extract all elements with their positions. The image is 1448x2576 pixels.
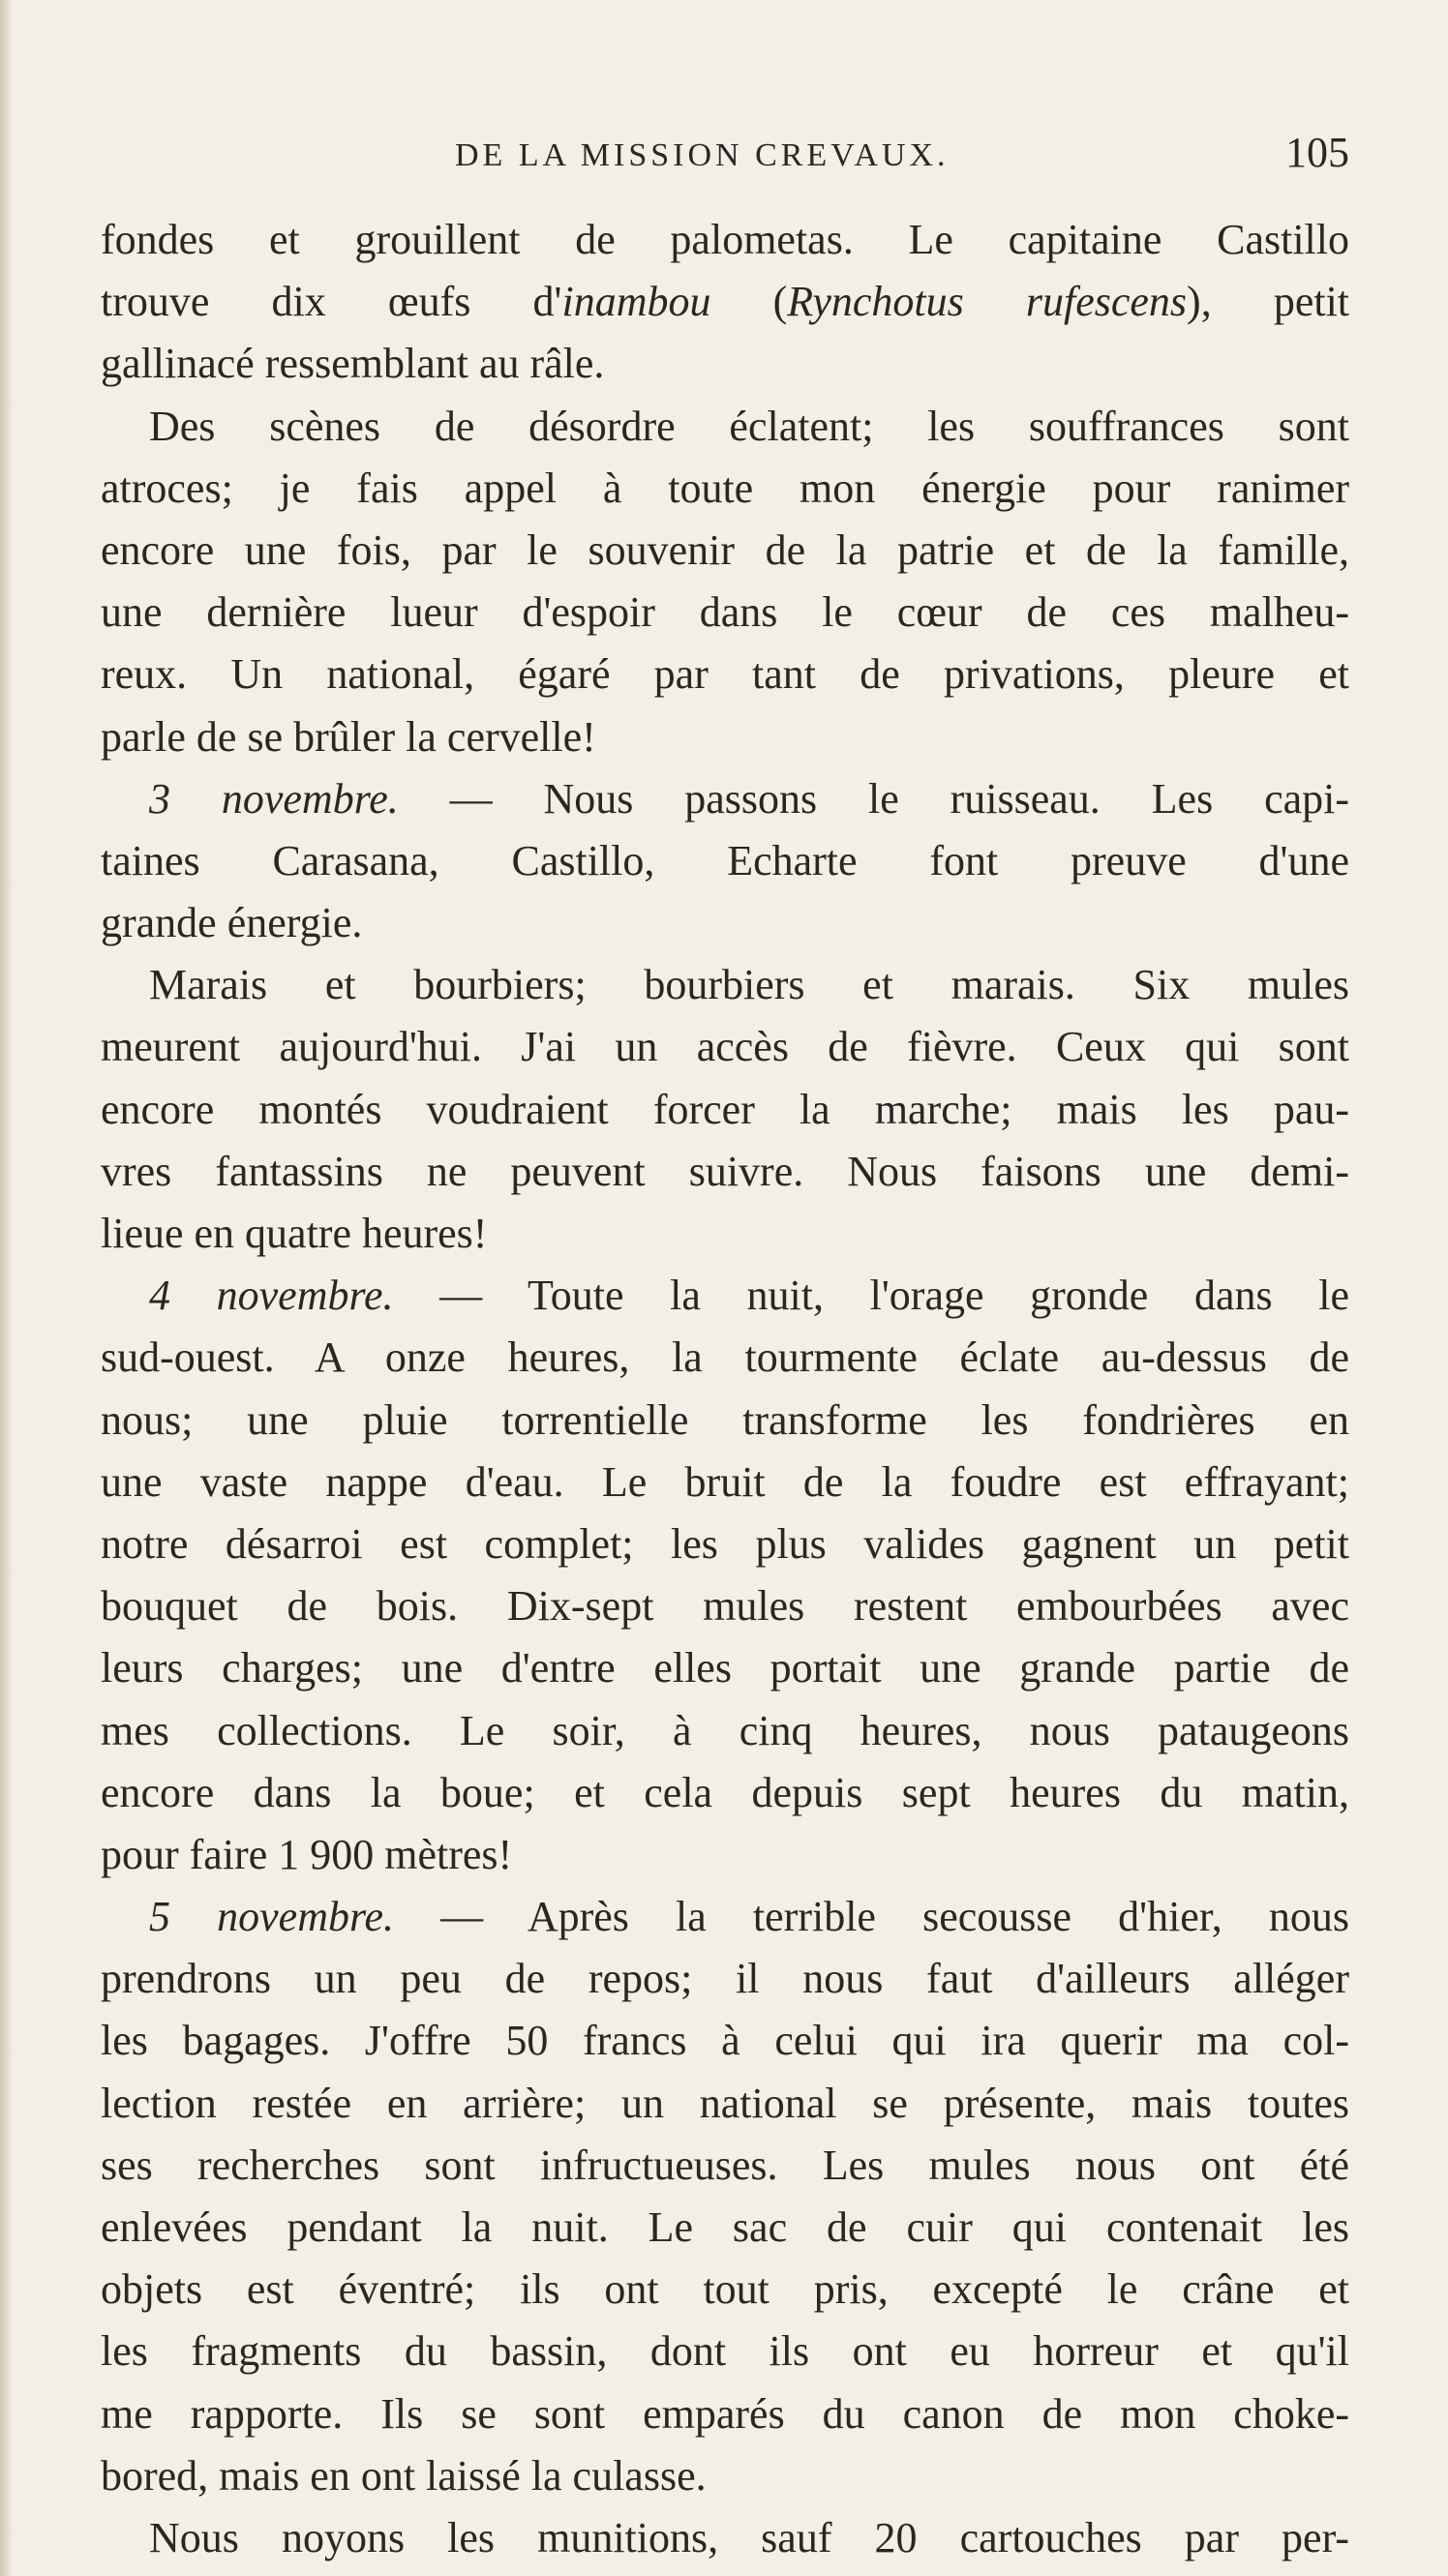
text-segment: nous; une pluie torrentielle transforme les fondrières en [101, 1395, 1349, 1444]
text-line [101, 1824, 1349, 1886]
text-segment: encore montés voudraient forcer la marche; mais les pau- [101, 1085, 1349, 1133]
text-segment: — Après la terrible secousse d'hier, nous [393, 1893, 1349, 1941]
text-line [101, 954, 1349, 1016]
text-segment: bouquet de bois. Dix-sept mules restent embourbées avec [101, 1582, 1349, 1631]
text-line [101, 2010, 1349, 2072]
text-segment: ), petit [1187, 278, 1349, 326]
text-segment: pour faire 1 900 mètres! [101, 1830, 513, 1878]
text-line [101, 830, 1349, 892]
text-segment: prendrons un peu de repos; il nous faut d'ailleurs alléger [101, 1955, 1349, 2003]
italic-segment: Rynchotus rufescens [787, 278, 1188, 326]
italic-segment: 4 novembre. [149, 1272, 394, 1320]
text-line [101, 1265, 1349, 1327]
text-line [101, 2197, 1349, 2259]
text-line [101, 1513, 1349, 1575]
text-line [101, 2445, 1349, 2507]
text-line [101, 1948, 1349, 2010]
text-segment: objets est éventré; ils ont tout pris, excepté le crâne et [101, 2265, 1349, 2314]
text-segment: mes collections. Le soir, à cinq heures, nous pataugeons [101, 1706, 1349, 1754]
text-line [101, 271, 1349, 333]
text-segment: lieue en quatre heures! [101, 1210, 488, 1257]
text-segment: — Nous passons le ruisseau. Les capi- [398, 774, 1349, 823]
text-line [101, 1390, 1349, 1452]
text-line [101, 1886, 1349, 1948]
text-segment: les fragments du bassin, dont ils ont eu horreur et qu'il [101, 2327, 1349, 2376]
text-segment: lection restée en arrière; un national se présente, mais toutes [101, 2079, 1349, 2127]
text-segment: une vaste nappe d'eau. Le bruit de la foudre est effrayant; [101, 1457, 1349, 1506]
text-line [101, 1327, 1349, 1389]
text-segment: meurent aujourd'hui. J'ai un accès de fièvre. Ceux qui sont [101, 1023, 1349, 1071]
text-line [101, 2321, 1349, 2382]
text-line [101, 458, 1349, 520]
italic-segment: inambou [561, 278, 711, 326]
text-line [101, 1452, 1349, 1513]
text-segment: gallinacé ressemblant au râle. [101, 340, 605, 388]
text-line [101, 768, 1349, 830]
text-segment: Des scènes de désordre éclatent; les souffrances sont [149, 402, 1349, 450]
text-line [101, 1762, 1349, 1824]
text-line [101, 1203, 1349, 1265]
page-binding-edge [0, 0, 14, 2576]
text-line [101, 209, 1349, 271]
text-line [101, 2507, 1349, 2569]
text-segment: parle de se brûler la cervelle! [101, 712, 596, 761]
text-line [101, 2135, 1349, 2197]
text-line [101, 892, 1349, 954]
text-line [101, 1079, 1349, 1141]
text-segment: bored, mais en ont laissé la culasse. [101, 2451, 707, 2500]
text-line [101, 1016, 1349, 1078]
text-segment: grande énergie. [101, 899, 363, 947]
text-segment: notre désarroi est complet; les plus valides gagnent un petit [101, 1519, 1349, 1568]
text-line [101, 520, 1349, 582]
text-line [101, 2383, 1349, 2445]
body-text [101, 209, 1349, 2569]
text-segment: Nous noyons les munitions, sauf 20 cartouches par per- [149, 2513, 1349, 2561]
text-segment: encore une fois, par le souvenir de la patrie et de la famille, [101, 525, 1349, 574]
text-line [101, 2259, 1349, 2321]
text-line [101, 1575, 1349, 1637]
text-segment: ses recherches sont infructueuses. Les mules nous ont été [101, 2141, 1349, 2189]
text-line [101, 1637, 1349, 1699]
text-segment: les bagages. J'offre 50 francs à celui qui ira querir ma col- [101, 2017, 1349, 2065]
page-header [0, 124, 1448, 182]
text-segment: trouve dix œufs d' [101, 278, 562, 326]
text-segment: fondes et grouillent de palometas. Le capitaine Castillo [101, 216, 1349, 263]
text-line [101, 333, 1349, 395]
text-line [101, 2073, 1349, 2135]
text-line [101, 396, 1349, 458]
text-segment: ( [710, 278, 788, 326]
text-line [101, 1700, 1349, 1762]
italic-segment: 5 novembre. [149, 1893, 394, 1941]
text-segment: atroces; je fais appel à toute mon énergie pour ranimer [101, 464, 1349, 512]
text-segment: me rapporte. Ils se sont emparés du canon de mon choke- [101, 2389, 1349, 2438]
running-title: DE LA MISSION CREVAUX. [455, 137, 950, 173]
text-segment: leurs charges; une d'entre elles portait une grande partie de [101, 1644, 1349, 1692]
text-line [101, 582, 1349, 644]
text-line [101, 1141, 1349, 1203]
italic-segment: 3 novembre. [149, 774, 399, 823]
text-line [101, 644, 1349, 705]
text-segment: Marais et bourbiers; bourbiers et marais. Six mules [149, 961, 1349, 1009]
text-segment: sud-ouest. A onze heures, la tourmente éclate au-dessus de [101, 1333, 1349, 1382]
text-segment: encore dans la boue; et cela depuis sept heures du matin, [101, 1768, 1349, 1816]
text-segment: — Toute la nuit, l'orage gronde dans le [393, 1272, 1349, 1320]
text-segment: vres fantassins ne peuvent suivre. Nous faisons une demi- [101, 1147, 1349, 1195]
text-segment: enlevées pendant la nuit. Le sac de cuir qui contenait les [101, 2203, 1349, 2251]
text-segment: taines Carasana, Castillo, Echarte font preuve d'une [101, 836, 1349, 884]
text-segment: reux. Un national, égaré par tant de privations, pleure et [101, 650, 1349, 699]
page-number: 105 [1285, 129, 1349, 176]
text-segment: une dernière lueur d'espoir dans le cœur de ces malheu- [101, 588, 1349, 637]
text-line [101, 706, 1349, 768]
